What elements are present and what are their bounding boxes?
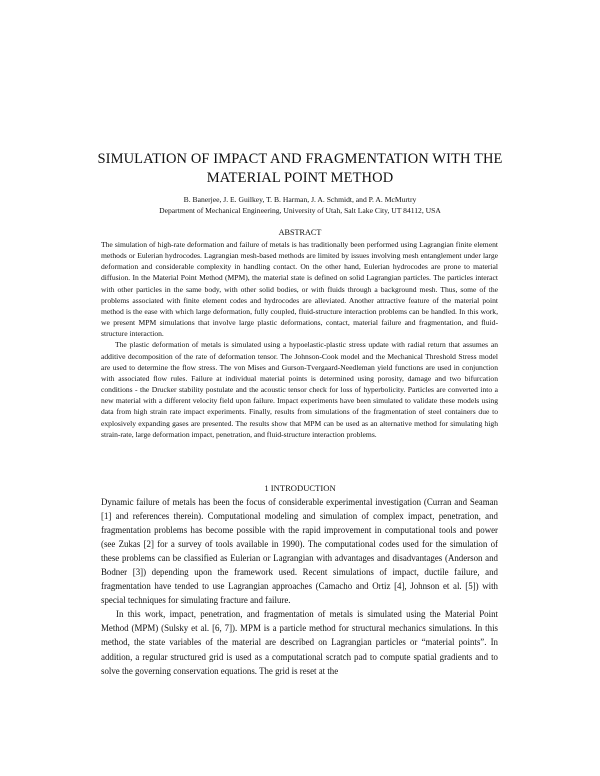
abstract-paragraph-1: The simulation of high-rate deformation and failure of metals is has traditionally been performed using Lagrangian finite element methods or Eulerian hydrocodes. Lagrangian mesh-based methods are limited by issues involving mesh entanglement under large deformation and considerable complexity in handling contact. On the other hand, Eulerian hydrocodes are prone to material diffusion. In the Material Point Method (MPM), the material state is defined on solid Lagrangian particles. The particles interact with other particles in the same body, with other solid bodies, or with fluids through a background mesh. Thus, some of the problems associated with finite element codes and hydrocodes are alleviated. Another attractive feature of the material point method is the ease with which large deformation, fully coupled, fluid-structure interaction problems can be handled. In this work, we present MPM simulations that involve large plastic deformations, contact, material failure and fragmentation, and fluid-structure interaction. (101, 240, 498, 339)
title-line-1: SIMULATION OF IMPACT AND FRAGMENTATION WITH THE (97, 151, 503, 167)
abstract-body (101, 239, 498, 440)
introduction-body (101, 495, 498, 678)
section-heading-introduction: 1 INTRODUCTION (264, 483, 336, 493)
paper-title (60, 150, 540, 188)
introduction-paragraph-1: Dynamic failure of metals has been the focus of considerable experimental investigation (Curran and Seaman [1] and references therein). Computational modeling and simulation of complex impact, penetration, and fragmentation problems has become possible with the rapid improvement in computational tools and power (see Zukas [2] for a survey of tools available in 1990). The computational codes used for the simulation of these problems can be classified as Eulerian or Lagrangian with advantages and disadvantages (Anderson and Bodner [3]) depending upon the framework used. Recent simulations of impact, ductile failure, and fragmentation have tended to use Lagrangian approaches (Camacho and Ortiz [4], Johnson et al. [5]) with special techniques for simulating fracture and failure. (101, 497, 498, 606)
introduction-paragraph-2: In this work, impact, penetration, and fragmentation of metals is simulated using the Material Point Method (MPM) (Sulsky et al. [6, 7]). MPM is a particle method for structural mechanics simulations. In this method, the state variables of the material are described on Lagrangian particles or “material points”. In addition, a regular structured grid is used as a computational scratch pad to compute spatial gradients and to solve the governing conservation equations. The grid is reset at the (101, 609, 498, 676)
abstract-heading: ABSTRACT (278, 228, 322, 237)
title-line-2: MATERIAL POINT METHOD (206, 170, 394, 186)
abstract-paragraph-2: The plastic deformation of metals is simulated using a hypoelastic-plastic stress update with radial return that assumes an additive decomposition of the rate of deformation tensor. The Johnson-Cook model and the Mechanical Threshold Stress model are used to determine the flow stress. The von Mises and Gurson-Tvergaard-Needleman yield functions are used in conjunction with associated flow rules. Failure at individual material points is determined using porosity, damage and two bifurcation conditions - the Drucker stability postulate and the acoustic tensor check for loss of hyperbolicity. Particles are converted into a new material with a different velocity field upon failure. Impact experiments have been simulated to validate these models using data from high strain rate impact experiments. Finally, results from simulations of the fragmentation of steel containers due to explosively expanding gases are presented. The results show that MPM can be used as an alternative method for simulating high strain-rate, large deformation impact, penetration, and fluid-structure interaction problems. (101, 340, 498, 439)
author-list: B. Banerjee, J. E. Guilkey, T. B. Harman, J. A. Schmidt, and P. A. McMurtry (183, 195, 417, 204)
author-affiliation: Department of Mechanical Engineering, University of Utah, Salt Lake City, UT 84112, USA (159, 206, 441, 215)
